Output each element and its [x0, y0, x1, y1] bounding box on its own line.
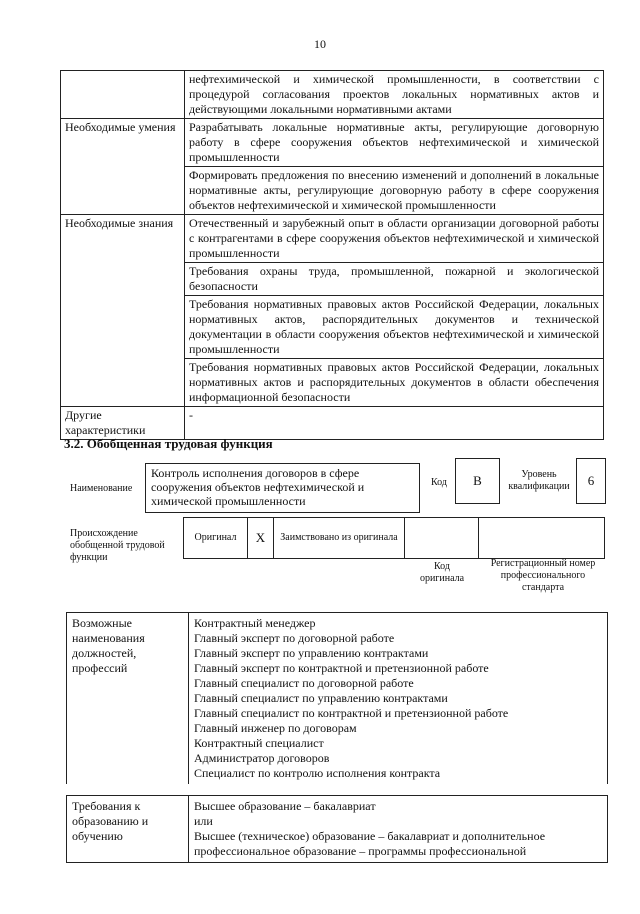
origin-row	[183, 517, 605, 559]
page-number: 10	[314, 37, 326, 51]
list-item: Специалист по контролю исполнения контракта	[194, 766, 441, 780]
borrowed-label-cell: Заимствовано из оригинала	[273, 517, 405, 559]
origin-label: Происхождение обобщенной трудовой функции	[70, 528, 165, 563]
empty-label-cell	[61, 71, 185, 119]
list-item: Главный эксперт по управлению контрактами	[194, 646, 429, 660]
function-name-box: Контроль исполнения договоров в сфере сооружения объектов нефтехимической и химической промышленности	[145, 463, 420, 513]
row-label-skills: Необходимые умения	[61, 119, 185, 215]
origin-code-cell	[404, 517, 479, 559]
positions-list	[189, 613, 608, 785]
original-label-cell: Оригинал	[183, 517, 248, 559]
positions-label: Возможные наименования должностей, профессий	[67, 613, 189, 785]
level-value-box: 6	[576, 458, 606, 504]
origin-code-caption: Код оригинала	[419, 561, 465, 584]
code-label: Код	[431, 477, 447, 488]
row-label-knowledge: Необходимые знания	[61, 215, 185, 407]
table-row	[67, 796, 608, 863]
other-item: -	[185, 407, 604, 440]
skill-item: Формировать предложения по внесению изменений и дополнений в локальные нормативные акты, регулирующие договорную работу в сфере сооружения объектов нефтехимической и химической промышленности	[185, 167, 604, 215]
original-mark-cell: X	[247, 517, 274, 559]
table-row	[61, 119, 604, 167]
reg-number-caption: Регистрационный номер профессионального стандарта	[490, 558, 596, 593]
table-row	[61, 407, 604, 440]
list-item: Главный инженер по договорам	[194, 721, 357, 735]
list-item: Главный эксперт по контрактной и претензионной работе	[194, 661, 489, 675]
knowledge-item: Требования нормативных правовых актов Российской Федерации, локальных нормативных актов и распорядительных документов в области обеспечения информационной безопасности	[185, 359, 604, 407]
knowledge-item: Требования нормативных правовых актов Российской Федерации, локальных нормативных актов, распорядительных документов и технической документации в области сооружения объектов нефтехимической и химической промышленности	[185, 296, 604, 359]
reg-number-cell	[478, 517, 605, 559]
code-value-box: В	[455, 458, 500, 504]
skills-table	[60, 70, 604, 440]
table-row	[67, 613, 608, 785]
education-list	[189, 796, 608, 863]
list-item: или	[194, 814, 213, 828]
level-label: Уровень квалификации	[508, 469, 570, 492]
knowledge-item: Требования охраны труда, промышленной, пожарной и экологической безопасности	[185, 263, 604, 296]
list-item: Контрактный специалист	[194, 736, 324, 750]
skill-item: Разрабатывать локальные нормативные акты, регулирующие договорную работу в сфере сооружения объектов нефтехимической и химической промышленности	[185, 119, 604, 167]
list-item: Администратор договоров	[194, 751, 330, 765]
list-item: Высшее (техническое) образование – бакалавриат и дополнительное профессиональное образование – программы профессиональной	[194, 829, 546, 858]
list-item: Главный специалист по управлению контрактами	[194, 691, 448, 705]
list-item: Высшее образование – бакалавриат	[194, 799, 376, 813]
table-row	[61, 215, 604, 263]
education-table	[66, 795, 608, 863]
list-item: Контрактный менеджер	[194, 616, 316, 630]
knowledge-item: Отечественный и зарубежный опыт в области организации договорной работы с контрагентами в сфере сооружения объектов нефтехимической и химической промышленности	[185, 215, 604, 263]
positions-table	[66, 612, 608, 784]
row-label-other: Другие характеристики	[61, 407, 185, 440]
education-label: Требования к образованию и обучению	[67, 796, 189, 863]
list-item: Главный специалист по контрактной и претензионной работе	[194, 706, 509, 720]
list-item: Главный эксперт по договорной работе	[194, 631, 395, 645]
list-item: Главный специалист по договорной работе	[194, 676, 414, 690]
table-row	[61, 71, 604, 119]
section-title: 3.2. Обобщенная трудовая функция	[64, 436, 273, 451]
name-label: Наименование	[70, 483, 133, 494]
continuation-text: нефтехимической и химической промышленности, в соответствии с процедурой согласования проектов локальных нормативных актов и действующими локальными нормативными актами	[185, 71, 604, 119]
